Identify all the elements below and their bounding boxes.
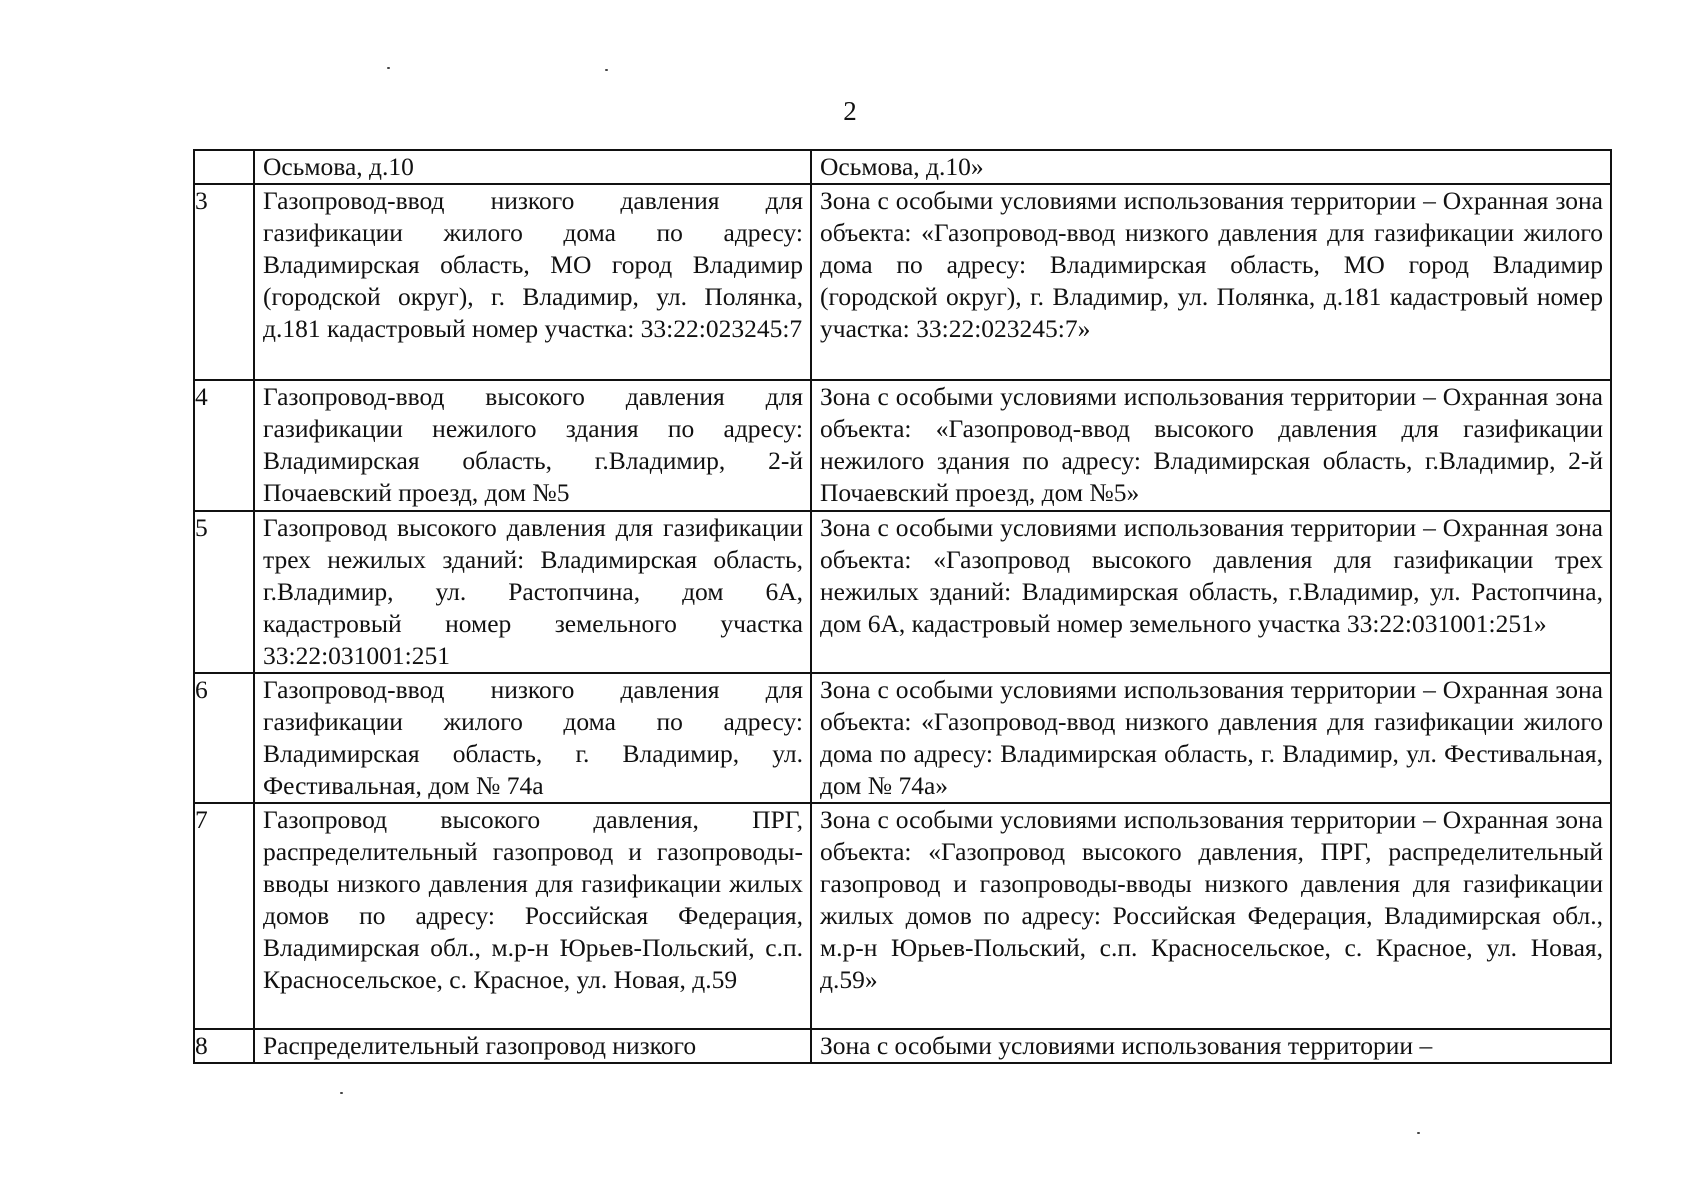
row-number: 5 <box>194 511 254 673</box>
zone-cell: Зона с особыми условиями использования территории – Охранная зона объекта: «Газопровод высокого давления для газификации трех нежилых зданий: Владимирская область, г.Владимир, ул. Растопчина, дом 6А, кадастровый номер земельного участка 33:22:031001:251» <box>811 511 1611 673</box>
row-number: 3 <box>194 184 254 380</box>
zones-table <box>193 149 1612 1064</box>
row-number: 8 <box>194 1029 254 1063</box>
row-number: 4 <box>194 380 254 511</box>
table-row <box>194 803 1611 1029</box>
scan-speck <box>387 67 390 69</box>
row-number <box>194 150 254 184</box>
object-cell: Газопровод-ввод высокого давления для газификации нежилого здания по адресу: Владимирская область, г.Владимир, 2-й Почаевский проезд, дом №5 <box>254 380 811 511</box>
page-number: 2 <box>843 96 857 126</box>
zone-cell: Зона с особыми условиями использования территории – Охранная зона объекта: «Газопровод-ввод высокого давления для газификации нежилого здания по адресу: Владимирская область, г.Владимир, 2-й Почаевский проезд, дом №5» <box>811 380 1611 511</box>
scan-speck <box>605 69 608 71</box>
table-row <box>194 1029 1611 1063</box>
object-cell: Осьмова, д.10 <box>254 150 811 184</box>
row-number: 7 <box>194 803 254 1029</box>
scan-speck <box>340 1092 343 1094</box>
zone-cell: Зона с особыми условиями использования территории – Охранная зона объекта: «Газопровод-ввод низкого давления для газификации жилого дома по адресу: Владимирская область, г. Владимир, ул. Фестивальная, дом № 74а» <box>811 673 1611 803</box>
object-cell: Распределительный газопровод низкого <box>254 1029 811 1063</box>
table-row <box>194 150 1611 184</box>
object-cell: Газопровод-ввод низкого давления для газификации жилого дома по адресу: Владимирская область, г. Владимир, ул. Фестивальная, дом № 74а <box>254 673 811 803</box>
row-number: 6 <box>194 673 254 803</box>
object-cell: Газопровод высокого давления, ПРГ, распределительный газопровод и газопроводы-вводы низкого давления для газификации жилых домов по адресу: Российская Федерация, Владимирская обл., м.р-н Юрьев-Польский, с.п. Красносельское, с. Красное, ул. Новая, д.59 <box>254 803 811 1029</box>
zone-cell: Зона с особыми условиями использования территории – <box>811 1029 1611 1063</box>
table-row <box>194 511 1611 673</box>
zone-cell: Зона с особыми условиями использования территории – Охранная зона объекта: «Газопровод высокого давления, ПРГ, распределительный газопровод и газопроводы-вводы низкого давления для газификации жилых домов по адресу: Российская Федерация, Владимирская обл., м.р-н Юрьев-Польский, с.п. Красносельское, с. Красное, ул. Новая, д.59» <box>811 803 1611 1029</box>
table-row <box>194 184 1611 380</box>
scan-speck <box>1417 1132 1420 1134</box>
table-row <box>194 380 1611 511</box>
zone-cell: Зона с особыми условиями использования территории – Охранная зона объекта: «Газопровод-ввод низкого давления для газификации жилого дома по адресу: Владимирская область, МО город Владимир (городской округ), г. Владимир, ул. Полянка, д.181 кадастровый номер участка: 33:22:023245:7» <box>811 184 1611 380</box>
object-cell: Газопровод высокого давления для газификации трех нежилых зданий: Владимирская область, г.Владимир, ул. Растопчина, дом 6А, кадастровый номер земельного участка 33:22:031001:251 <box>254 511 811 673</box>
zone-cell: Осьмова, д.10» <box>811 150 1611 184</box>
object-cell: Газопровод-ввод низкого давления для газификации жилого дома по адресу: Владимирская область, МО город Владимир (городской округ), г. Владимир, ул. Полянка, д.181 кадастровый номер участка: 33:22:023245:7 <box>254 184 811 380</box>
table-row <box>194 673 1611 803</box>
